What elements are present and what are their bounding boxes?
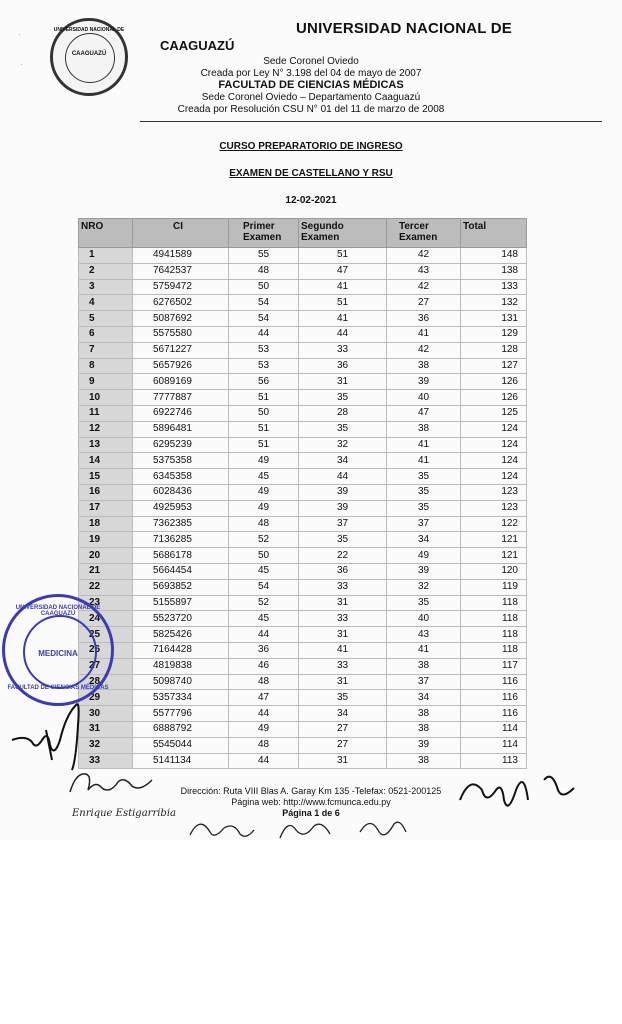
cell-nro: 11 [79,405,133,421]
table-row [79,358,527,374]
results-table-wrapper [78,218,526,769]
signature-bottom-left [62,762,162,802]
cell-segundo-examen: 51 [299,295,387,311]
cell-ci: 7136285 [133,532,229,548]
cell-total: 126 [461,374,527,390]
cell-total: 119 [461,579,527,595]
footer-address: Dirección: Ruta VIII Blas A. Garay Km 135 -Telefax: 0521-200125 [180,786,442,796]
cell-segundo-examen: 41 [299,279,387,295]
cell-primer-examen: 54 [229,311,299,327]
table-row [79,737,527,753]
cell-tercer-examen: 41 [387,326,461,342]
cell-tercer-examen: 35 [387,595,461,611]
cell-tercer-examen: 38 [387,721,461,737]
cell-primer-examen: 54 [229,579,299,595]
cell-ci: 5141134 [133,753,229,769]
cell-total: 132 [461,295,527,311]
cell-ci: 7362385 [133,516,229,532]
cell-segundo-examen: 27 [299,721,387,737]
cell-segundo-examen: 47 [299,263,387,279]
cell-ci: 5523720 [133,611,229,627]
table-row [79,516,527,532]
header-resolucion: Creada por Resolución CSU N° 01 del 11 de marzo de 2008 [177,104,445,115]
cell-segundo-examen: 27 [299,737,387,753]
table-row [79,595,527,611]
cell-segundo-examen: 31 [299,627,387,643]
cell-tercer-examen: 35 [387,469,461,485]
cell-primer-examen: 50 [229,405,299,421]
cell-total: 118 [461,642,527,658]
table-row [79,532,527,548]
cell-total: 122 [461,516,527,532]
cell-ci: 6888792 [133,721,229,737]
cell-total: 121 [461,532,527,548]
cell-ci: 6028436 [133,484,229,500]
cell-nro: 17 [79,500,133,516]
cell-segundo-examen: 34 [299,453,387,469]
cell-tercer-examen: 47 [387,405,461,421]
cell-total: 125 [461,405,527,421]
cell-ci: 5896481 [133,421,229,437]
signature-name-left: Enrique Estigarribia [72,808,176,819]
footer-page-number: Página 1 de 6 [282,808,340,818]
cell-segundo-examen: 32 [299,437,387,453]
cell-nro: 25 [79,627,133,643]
cell-tercer-examen: 42 [387,342,461,358]
cell-tercer-examen: 40 [387,611,461,627]
cell-ci: 5577796 [133,706,229,722]
cell-nro: 23 [79,595,133,611]
cell-segundo-examen: 33 [299,611,387,627]
cell-tercer-examen: 38 [387,421,461,437]
cell-primer-examen: 53 [229,342,299,358]
header-segundo-examen: Segundo Examen [299,219,387,248]
cell-primer-examen: 52 [229,532,299,548]
cell-primer-examen: 49 [229,484,299,500]
table-row [79,248,527,264]
cell-tercer-examen: 49 [387,548,461,564]
cell-total: 133 [461,279,527,295]
cell-primer-examen: 54 [229,295,299,311]
table-row [79,563,527,579]
cell-total: 124 [461,421,527,437]
cell-primer-examen: 47 [229,690,299,706]
cell-nro: 7 [79,342,133,358]
cell-total: 123 [461,484,527,500]
cell-total: 114 [461,737,527,753]
cell-tercer-examen: 39 [387,563,461,579]
cell-total: 121 [461,548,527,564]
cell-segundo-examen: 31 [299,374,387,390]
table-row [79,484,527,500]
cell-segundo-examen: 35 [299,421,387,437]
stamp-ring-text: UNIVERSIDAD NACIONAL DE CAAGUAZÚ [15,605,101,617]
header-facultad: FACULTAD DE CIENCIAS MÉDICAS [218,79,404,91]
footer-website: Página web: http://www.fcmunca.edu.py [231,797,391,807]
cell-total: 124 [461,453,527,469]
cell-primer-examen: 49 [229,453,299,469]
header-nro: NRO [79,219,133,248]
cell-total: 131 [461,311,527,327]
cell-nro: 21 [79,563,133,579]
cell-tercer-examen: 32 [387,579,461,595]
cell-tercer-examen: 35 [387,484,461,500]
cell-nro: 2 [79,263,133,279]
cell-nro: 28 [79,674,133,690]
cell-nro: 30 [79,706,133,722]
cell-segundo-examen: 31 [299,595,387,611]
cell-primer-examen: 36 [229,642,299,658]
table-row [79,642,527,658]
cell-tercer-examen: 42 [387,279,461,295]
table-row [79,469,527,485]
table-row [79,295,527,311]
cell-ci: 6089169 [133,374,229,390]
cell-total: 126 [461,390,527,406]
cell-nro: 12 [79,421,133,437]
cell-primer-examen: 44 [229,753,299,769]
header-ci: CI [133,219,229,248]
cell-segundo-examen: 34 [299,706,387,722]
cell-primer-examen: 50 [229,279,299,295]
cell-tercer-examen: 37 [387,516,461,532]
cell-tercer-examen: 42 [387,248,461,264]
cell-total: 120 [461,563,527,579]
cell-segundo-examen: 51 [299,248,387,264]
table-row [79,706,527,722]
cell-ci: 5357334 [133,690,229,706]
header-divider [140,121,602,122]
header-primer-examen: Primer Examen [229,219,299,248]
cell-primer-examen: 51 [229,390,299,406]
cell-tercer-examen: 43 [387,627,461,643]
cell-ci: 5545044 [133,737,229,753]
cell-nro: 20 [79,548,133,564]
cell-segundo-examen: 35 [299,690,387,706]
cell-primer-examen: 45 [229,611,299,627]
cell-nro: 8 [79,358,133,374]
cell-ci: 6345358 [133,469,229,485]
cell-ci: 5155897 [133,595,229,611]
cell-nro: 3 [79,279,133,295]
university-name-line1: UNIVERSIDAD NACIONAL DE [296,20,513,37]
table-row [79,453,527,469]
cell-nro: 10 [79,390,133,406]
cell-total: 123 [461,500,527,516]
cell-total: 118 [461,627,527,643]
table-row [79,326,527,342]
cell-ci: 6922746 [133,405,229,421]
cell-tercer-examen: 38 [387,358,461,374]
cell-nro: 22 [79,579,133,595]
cell-nro: 33 [79,753,133,769]
cell-primer-examen: 45 [229,469,299,485]
cell-nro: 19 [79,532,133,548]
cell-tercer-examen: 38 [387,753,461,769]
cell-ci: 5671227 [133,342,229,358]
cell-primer-examen: 44 [229,706,299,722]
cell-ci: 4941589 [133,248,229,264]
header-sede-departamento: Sede Coronel Oviedo – Departamento Caaguazú [201,92,421,103]
table-body [79,248,527,769]
cell-primer-examen: 53 [229,358,299,374]
cell-tercer-examen: 39 [387,374,461,390]
cell-primer-examen: 52 [229,595,299,611]
cell-primer-examen: 55 [229,248,299,264]
cell-total: 116 [461,690,527,706]
cell-primer-examen: 49 [229,500,299,516]
cell-segundo-examen: 39 [299,484,387,500]
seal-center-text: CAAGUAZÚ [71,51,107,57]
cell-nro: 14 [79,453,133,469]
cell-ci: 7642537 [133,263,229,279]
seal-ring-text: UNIVERSIDAD NACIONAL DE [53,27,125,33]
cell-segundo-examen: 33 [299,579,387,595]
cell-total: 138 [461,263,527,279]
cell-total: 118 [461,611,527,627]
table-row [79,721,527,737]
header-sede: Sede Coronel Oviedo [263,56,359,67]
table-row [79,342,527,358]
cell-segundo-examen: 36 [299,563,387,579]
cell-total: 124 [461,437,527,453]
cell-primer-examen: 44 [229,326,299,342]
cell-tercer-examen: 43 [387,263,461,279]
cell-total: 127 [461,358,527,374]
cell-total: 128 [461,342,527,358]
cell-segundo-examen: 35 [299,390,387,406]
table-row [79,658,527,674]
cell-total: 116 [461,706,527,722]
cell-nro: 15 [79,469,133,485]
exam-title: EXAMEN DE CASTELLANO Y RSU [229,168,393,179]
cell-nro: 24 [79,611,133,627]
cell-segundo-examen: 33 [299,658,387,674]
cell-nro: 5 [79,311,133,327]
table-row [79,390,527,406]
cell-tercer-examen: 39 [387,737,461,753]
cell-segundo-examen: 28 [299,405,387,421]
table-row [79,627,527,643]
cell-primer-examen: 51 [229,421,299,437]
cell-segundo-examen: 31 [299,674,387,690]
cell-nro: 31 [79,721,133,737]
cell-segundo-examen: 33 [299,342,387,358]
stamp-bottom-text: FACULTAD DE CIENCIAS MÉDICAS [7,685,109,691]
table-row [79,579,527,595]
cell-nro: 13 [79,437,133,453]
cell-primer-examen: 48 [229,516,299,532]
cell-total: 116 [461,674,527,690]
table-row [79,374,527,390]
header-ley: Creada por Ley N° 3.198 del 04 de mayo de 2007 [200,68,422,79]
cell-segundo-examen: 44 [299,326,387,342]
cell-ci: 5375358 [133,453,229,469]
cell-primer-examen: 48 [229,674,299,690]
cell-nro: 18 [79,516,133,532]
cell-ci: 5825426 [133,627,229,643]
cell-ci: 6276502 [133,295,229,311]
table-row [79,674,527,690]
cell-tercer-examen: 36 [387,311,461,327]
scan-dot: · [20,60,23,69]
cell-nro: 1 [79,248,133,264]
cell-primer-examen: 48 [229,263,299,279]
cell-tercer-examen: 41 [387,453,461,469]
cell-total: 113 [461,753,527,769]
scan-dot: · [18,30,21,39]
table-row [79,311,527,327]
cell-total: 124 [461,469,527,485]
table-row [79,437,527,453]
cell-segundo-examen: 22 [299,548,387,564]
cell-ci: 5664454 [133,563,229,579]
cell-nro: 9 [79,374,133,390]
cell-total: 117 [461,658,527,674]
cell-ci: 5087692 [133,311,229,327]
cell-tercer-examen: 38 [387,706,461,722]
cell-tercer-examen: 27 [387,295,461,311]
table-row [79,611,527,627]
table-row [79,548,527,564]
cell-segundo-examen: 41 [299,311,387,327]
cell-total: 118 [461,595,527,611]
cell-primer-examen: 50 [229,548,299,564]
cell-ci: 5575580 [133,326,229,342]
cell-primer-examen: 44 [229,627,299,643]
cell-ci: 7777887 [133,390,229,406]
cell-nro: 4 [79,295,133,311]
cell-segundo-examen: 37 [299,516,387,532]
cell-ci: 7164428 [133,642,229,658]
cell-primer-examen: 56 [229,374,299,390]
cell-primer-examen: 49 [229,721,299,737]
university-name-line2: CAAGUAZÚ [160,38,235,53]
cell-nro: 32 [79,737,133,753]
cell-ci: 5657926 [133,358,229,374]
table-row [79,500,527,516]
cell-tercer-examen: 41 [387,642,461,658]
cell-primer-examen: 48 [229,737,299,753]
cell-ci: 6295239 [133,437,229,453]
table-row [79,405,527,421]
cell-nro: 29 [79,690,133,706]
cell-tercer-examen: 41 [387,437,461,453]
cell-tercer-examen: 34 [387,532,461,548]
table-header-row [79,219,527,248]
cell-nro: 6 [79,326,133,342]
table-row [79,279,527,295]
cell-tercer-examen: 35 [387,500,461,516]
stamp-center-text: MEDICINA [38,649,78,658]
cell-ci: 4819838 [133,658,229,674]
cell-ci: 4925953 [133,500,229,516]
cell-segundo-examen: 36 [299,358,387,374]
cell-nro: 26 [79,642,133,658]
cell-segundo-examen: 44 [299,469,387,485]
cell-ci: 5693852 [133,579,229,595]
cell-tercer-examen: 37 [387,674,461,690]
cell-ci: 5686178 [133,548,229,564]
cell-total: 114 [461,721,527,737]
cell-segundo-examen: 41 [299,642,387,658]
table-row [79,263,527,279]
cell-tercer-examen: 38 [387,658,461,674]
cell-segundo-examen: 35 [299,532,387,548]
course-title: CURSO PREPARATORIO DE INGRESO [219,141,403,152]
cell-primer-examen: 46 [229,658,299,674]
table-row [79,690,527,706]
cell-tercer-examen: 40 [387,390,461,406]
cell-nro: 27 [79,658,133,674]
cell-ci: 5759472 [133,279,229,295]
cell-ci: 5098740 [133,674,229,690]
cell-segundo-examen: 31 [299,753,387,769]
cell-tercer-examen: 34 [387,690,461,706]
header-tercer-examen: Tercer Examen [387,219,461,248]
exam-date: 12-02-2021 [285,195,337,206]
table-row [79,421,527,437]
cell-primer-examen: 51 [229,437,299,453]
cell-segundo-examen: 39 [299,500,387,516]
cell-total: 148 [461,248,527,264]
cell-nro: 16 [79,484,133,500]
results-table [78,218,527,769]
header-total: Total [461,219,527,248]
cell-primer-examen: 45 [229,563,299,579]
cell-total: 129 [461,326,527,342]
